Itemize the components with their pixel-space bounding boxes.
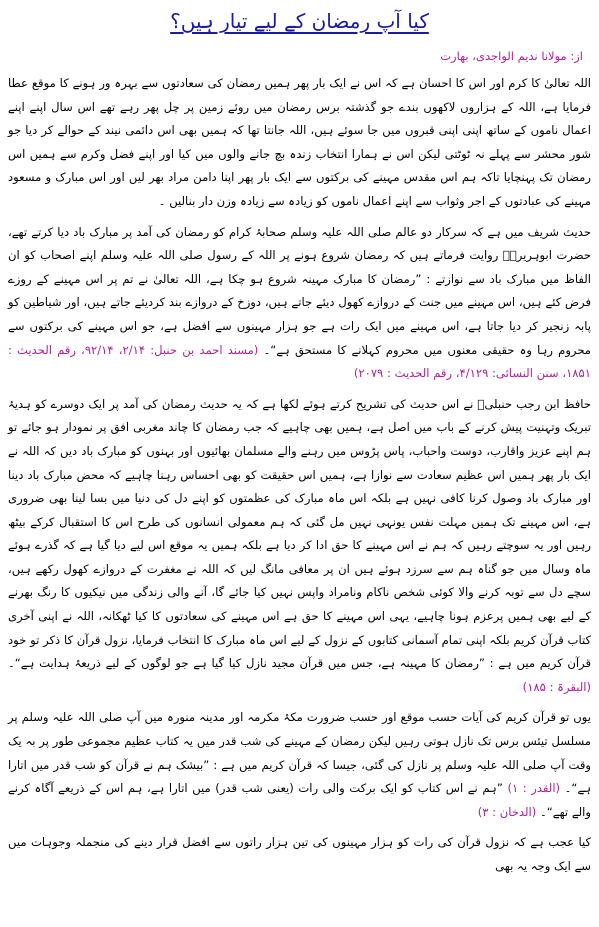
quran-reference: (القدر : ۱): [507, 781, 561, 796]
quran-reference: (الدخان : ۳): [477, 804, 537, 819]
paragraph-intro: [8, 72, 591, 214]
paragraph-ibn-rajab: [8, 393, 591, 700]
article-title: کیا آپ رمضان کے لیے تیار ہیں؟: [170, 9, 429, 33]
paragraph-text: یوں تو قرآن کریم کی آیات حسب موقع اور حسب ضرورت مکۂ مکرمہ اور مدینہ منورہ میں آپ صلی اللہ علیہ وسلم پر مسلسل تیئس برس تک نازل ہوتی رہیں لیکن رمضان کے مہینے کی شب قدر میں یہ کتاب عظیم مجموعی طور پر بہ یک وقت آپ صلی اللہ علیہ وسلم پر نازل کی گئی، جیسا کہ قرآن کریم میں ہے : ”بیشک ہم نے قرآن کو شب قدر میں اتارا ہے“۔: [8, 710, 592, 796]
paragraph-text: کیا عجب ہے کہ نزول قرآن کی رات کو ہزار مہینوں کی تین ہزار راتوں سے افضل قرار دینے کی منجملہ وجوہات میں سے ایک وجہ یہ بھی: [8, 835, 591, 873]
paragraph-hadith: [8, 221, 591, 386]
paragraph-text: ”ہم نے اس کتاب کو ایک برکت والی رات (یعنی شب قدر) میں اتارا ہے، ہم اس کے ذریعے آگاہ کرنے والے تھے“۔: [8, 781, 591, 819]
hadith-reference: (مسند احمد بن حنبل: ۲/۱۴، ۹۲/۱۴، رقم الحدیث : ۱۸۵۱، سنن النسائی: ۴/۱۲۹، رقم الحدیث : ۲۰۷۹): [8, 342, 591, 381]
paragraph-text: حافظ ابن رجب حنبلیؒ نے اس حدیث کی تشریح کرتے ہوئے لکھا ہے کہ یہ حدیث رمضان کی آمد پر ایک دوسرے کو ہدیۂ تبریک وتہنیت پیش کرنے کے باب میں اصل ہے، ہمیں بھی چاہیے کہ جب رمضان کا چاند مغربی افق پر نمودار ہو جائے تو ہم اپنے عزیز واقارب، دوست واحباب، پاس پڑوس میں رہنے والے مسلمان بھائیوں اور بہنوں کو مبارک باد دیں کہ اللہ نے ایک بار پھر ہمیں اس عظیم سعادت سے نوازا ہے، ہمیں اس حقیقت کو بھی احساس رہنا چاہیے کہ محض مبارک باد دینا اور مبارک باد وصول کرنا کافی نہیں ہے بلکہ اس ماہ مبارک کی عظمتوں کو اپنے دل کی دنیا میں بسا لینا بھی ضروری ہے، اس مہینے تک ہمیں مہلت نفس یونہی نہیں مل گئی کہ ہم معمولی انسانوں کی طرح اس کا استقبال کرکے بیٹھ رہیں اور یہ سوچتے رہیں کہ ہم نے اس مہینے کا حق ادا کر دیا ہے بلکہ ہمیں یہ موقع اس لیے دیا گیا ہے کہ گذرے ہوئے ماہ وسال میں جو گناہ ہم سے سرزد ہوئے ہیں ان پر معافی مانگ لیں کہ اللہ نے مغفرت کے دروازے کھول رکھے ہیں، سچے دل سے توبہ کرنے والا کوئی شخص ناکام ونامراد واپس نہیں کیا جائے گا، آنے والی زندگی میں نیکیوں کا رنگ بھرنے کے لیے بھی ہمیں پرعزم ہونا چاہیے، یہی اس مہینے کا حق ہے اس مہینے کی سعادتوں کا کیا ٹھکانہ، اللہ نے اپنی آخری کتاب قرآن کریم بلکہ اپنی تمام آسمانی کتابوں کے نزول کے لیے اس ماہ مبارک کا انتخاب فرمایا، نزول قرآن کا ذکر تو خود قرآن کریم میں ہے : ”رمضان کا مہینہ ہے، جس میں قرآن مجید نازل کیا گیا ہے جو لوگوں کے لیے ذریعۂ ہدایت ہے“۔: [8, 396, 591, 671]
paragraph-text: اللہ تعالیٰ کا کرم اور اس کا احسان ہے کہ اس نے ایک بار پھر ہمیں رمضان کی سعادتوں سے بہرہ ور ہونے کا موقع عطا فرمایا ہے، اللہ کے ہزاروں لاکھوں بندے جو گذشتہ برس رمضان میں روئے زمین پر چل پھر رہے تھے اس سال اپنے اپنے اعمال ناموں کے ساتھ اپنی اپنی قبروں میں جا سوئے ہیں، اللہ جانتا تھا کہ ہمیں بھی اس دائمی نیند کے حوالے کر دیا جو شور محشر سے پہلے نہ ٹوٹتی لیکن اس نے ہمارا انتخاب زندہ بچ جانے والوں میں کیا اور اپنے فضل وکرم سے ہمیں اس رمضان تک پہنچایا تاکہ ہم اس مقدس مہینے کی برکتوں سے ایک بار پھر اپنا دامن مراد بھر لیں اور اس مبارک و مسعود مہینے کی عبادتوں کے اجر وثواب سے اپنے اعمال ناموں کو زیادہ سے زیادہ وزن دار بنالیں ۔: [8, 76, 591, 208]
quran-reference: (البقرۃ : ۱۸۵): [522, 679, 591, 694]
paragraph-revelation: [8, 706, 591, 824]
paragraph-text: حدیث شریف میں ہے کہ سرکار دو عالم صلی اللہ علیہ وسلم صحابۂ کرام کو رمضان کی آمد پر مبارک باد دیا کرتے تھے، حضرت ابوہریرہؓ روایت فرماتے ہیں کہ رمضان شروع ہونے پر اللہ کے رسول صلی اللہ علیہ وسلم اپنے اصحاب کو ان الفاظ میں مبارک باد سے نوازتے : ”رمضان کا مبارک مہینہ شروع ہو چکا ہے، اللہ تعالیٰ نے تم پر اس مہینے کے روزے فرض کئے ہیں، اس مہینے میں جنت کے دروازے کھول دیئے جاتے ہیں، دوزخ کے دروازے بند کردیئے جاتے ہیں، اور شیاطین کو پابہ زنجیر کر دیا جاتا ہے، اس مہینے میں ایک رات ہے جو ہزار مہینوں سے افضل ہے، جو اس مہینے کی برکتوں سے محروم رہا وہ حقیقی معنوں میں محروم کہلانے کا مستحق ہے“۔: [8, 224, 592, 357]
article-author: از: مولانا ندیم الواجدی، بھارت: [440, 49, 583, 63]
paragraph-closing: [8, 831, 591, 878]
